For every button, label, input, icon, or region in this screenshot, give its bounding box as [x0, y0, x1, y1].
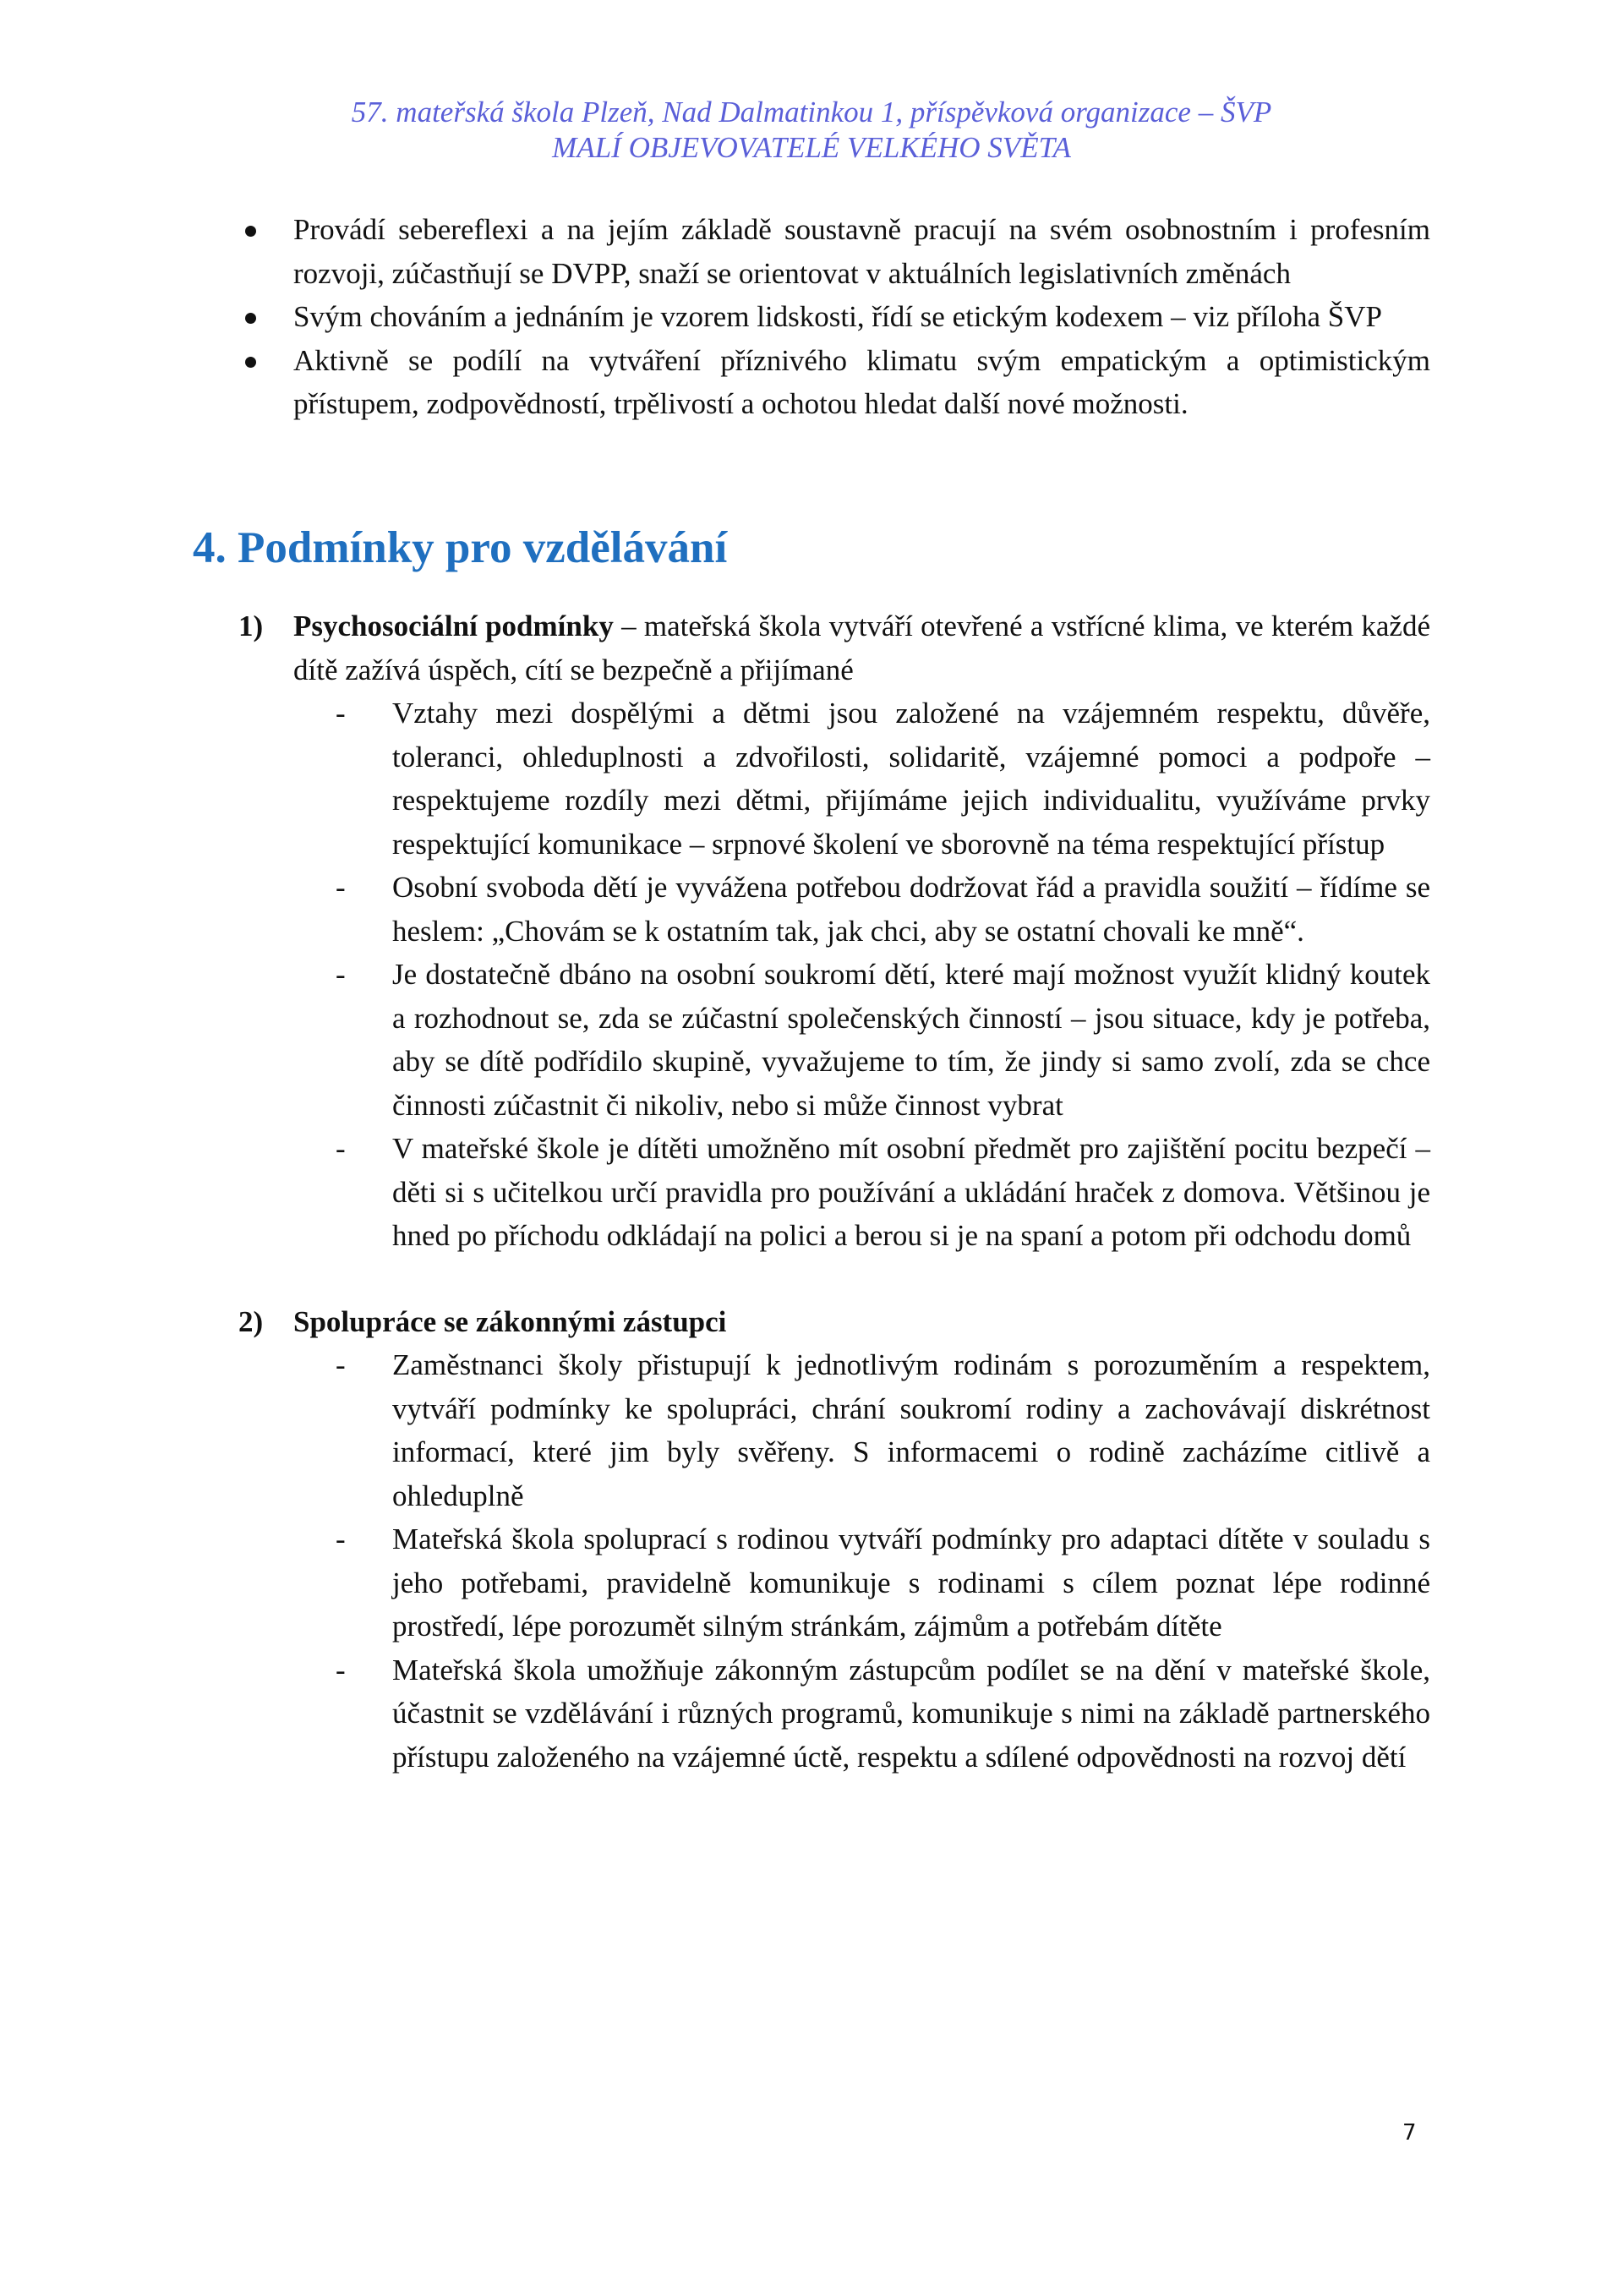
dash-item — [293, 1648, 1430, 1779]
dash-item — [293, 1343, 1430, 1517]
bullet-text: Aktivně se podílí na vytváření příznivého klimatu svým empatickým a optimistickým přístupem, zodpovědností, trpělivostí a ochotou hledat další nové možnosti. — [293, 343, 1430, 420]
item-title: Spolupráce se zákonnými zástupci — [293, 1304, 727, 1338]
bullet-text: Provádí sebereflexi a na jejím základě soustavně pracují na svém osobnostním i profesním rozvoji, zúčastňují se DVPP, snaží se orientovat v aktuálních legislativních změnách — [293, 213, 1430, 290]
numbered-item-psychosocial — [238, 604, 1430, 692]
dash-text: Osobní svoboda dětí je vyvážena potřebou dodržovat řád a pravidla soužití – řídíme se heslem: „Chovám se k ostatním tak, jak chci, aby se ostatní chovali ke mně“. — [392, 871, 1430, 948]
page-header — [0, 95, 1623, 166]
header-school-name: 57. mateřská škola Plzeň, Nad Dalmatinkou 1, příspěvková organizace – ŠVP — [351, 96, 1272, 128]
page-number: 7 — [1402, 2120, 1417, 2146]
bullet-item — [238, 295, 1430, 339]
document-body — [193, 208, 1430, 1779]
item-number: 2) — [238, 1304, 264, 1338]
bullet-item — [238, 208, 1430, 295]
header-program-title: MALÍ OBJEVOVATELÉ VELKÉHO SVĚTA — [552, 131, 1071, 164]
dash-text: Vztahy mezi dospělými a dětmi jsou založené na vzájemném respektu, důvěře, toleranci, ohleduplnosti a zdvořilosti, solidaritě, vzájemné pomoci a podpoře – respektujeme rozdíly mezi dětmi, přijímáme jejich individualitu, využíváme prvky respektující komunikace – srpnové školení ve sborovně na téma respektující přístup — [392, 697, 1430, 861]
bullet-dot-icon — [245, 357, 256, 368]
numbered-item-cooperation — [238, 1300, 1430, 1344]
bullet-dot-icon — [245, 313, 256, 324]
bullet-item — [238, 339, 1430, 426]
dash-text: Zaměstnanci školy přistupují k jednotlivým rodinám s porozuměním a respektem, vytváří podmínky ke spolupráci, chrání soukromí rodiny a zachovávají diskrétnost informací, které jim byly svěřeny. S informacemi o rodině zacházíme citlivě a ohleduplně — [392, 1348, 1430, 1512]
dash-item — [293, 692, 1430, 866]
dash-text: Mateřská škola umožňuje zákonným zástupcům podílet se na dění v mateřské škole, účastnit se vzdělávání i různých programů, komunikuje s nimi na základě partnerského přístupu založeného na vzájemné úctě, respektu a sdílené odpovědnosti na rozvoj dětí — [392, 1653, 1430, 1774]
dash-icon: - — [336, 958, 346, 991]
dash-text: V mateřské škole je dítěti umožněno mít osobní předmět pro zajištění pocitu bezpečí – děti si s učitelkou určí pravidla pro používání a ukládání hraček z domova. Většinou je hned po příchodu odkládají na polici a berou si je na spaní a potom při odchodu domů — [392, 1132, 1430, 1252]
item-description: – mateřská škola vytváří otevřené a vstřícné klima, ve kterém každé dítě zažívá úspěch, cítí se bezpečně a přijímané — [293, 610, 1430, 686]
section-heading: 4. Podmínky pro vzdělávání — [193, 522, 728, 572]
dash-item — [293, 1127, 1430, 1258]
dash-icon: - — [336, 697, 346, 730]
dash-text: Mateřská škola spoluprací s rodinou vytváří podmínky pro adaptaci dítěte v souladu s jeho potřebami, pravidelně komunikuje s rodinami s cílem poznat lépe rodinné prostředí, lépe porozumět silným stránkám, zájmům a potřebám dítěte — [392, 1522, 1430, 1643]
dash-item — [293, 866, 1430, 953]
numbered-list — [238, 604, 1430, 1779]
dash-icon: - — [336, 1132, 346, 1165]
dash-list-psychosocial — [293, 692, 1430, 1258]
bullet-dot-icon — [245, 226, 256, 237]
dash-item — [293, 953, 1430, 1127]
bullet-text: Svým chováním a jednáním je vzorem lidskosti, řídí se etickým kodexem – viz příloha ŠVP — [293, 300, 1382, 333]
dash-icon: - — [336, 1653, 346, 1686]
item-title: Psychosociální podmínky — [293, 610, 614, 642]
intro-bullet-list — [238, 208, 1430, 426]
item-number: 1) — [238, 610, 264, 642]
dash-icon: - — [336, 1348, 346, 1381]
dash-text: Je dostatečně dbáno na osobní soukromí dětí, které mají možnost využít klidný koutek a rozhodnout se, zda se zúčastní společenských činností – jsou situace, kdy je potřeba, aby se dítě podřídilo skupině, vyvažujeme to tím, že jindy si samo zvolí, zda se chce činnosti zúčastnit či nikoliv, nebo si může činnost vybrat — [392, 958, 1430, 1122]
dash-item — [293, 1517, 1430, 1648]
dash-icon: - — [336, 871, 346, 904]
dash-icon: - — [336, 1522, 346, 1555]
dash-list-cooperation — [293, 1343, 1430, 1779]
